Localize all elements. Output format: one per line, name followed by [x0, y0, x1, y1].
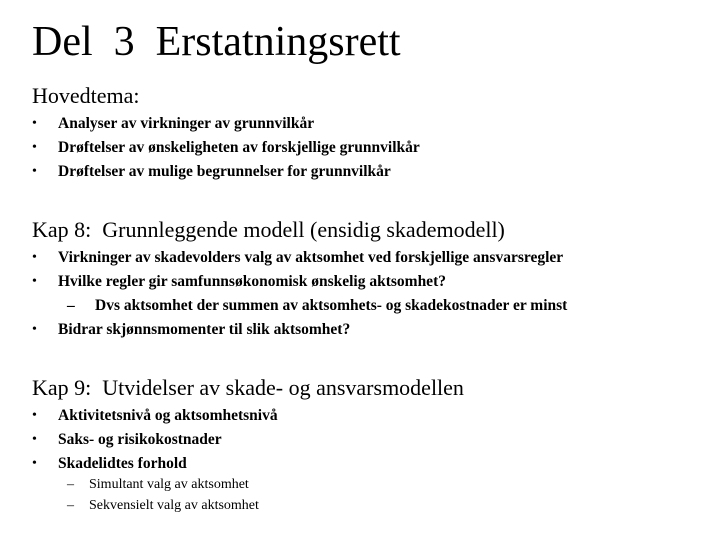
list-item: • Virkninger av skadevolders valg av aktsomhet ved forskjellige ansvarsregler	[32, 246, 567, 270]
sub-list-item: – Dvs aktsomhet der summen av aktsomhets- og skadekostnader er minst	[32, 294, 567, 318]
dash-icon: –	[67, 297, 75, 314]
list-item: • Skadelidtes forhold	[32, 452, 278, 476]
bullet-icon: •	[32, 274, 37, 289]
bullet-icon: •	[32, 116, 37, 131]
list-item: • Bidrar skjønnsmomenter til slik aktsomhet?	[32, 318, 567, 342]
bullet-icon: •	[32, 322, 37, 337]
list-item: • Saks- og risikokostnader	[32, 428, 278, 452]
bullet-icon: •	[32, 250, 37, 265]
list-item: • Drøftelser av ønskeligheten av forskjellige grunnvilkår	[32, 136, 420, 160]
section-heading-kap9: Kap 9: Utvidelser av skade- og ansvarsmodellen	[32, 375, 464, 400]
bullet-list-kap9	[32, 404, 278, 476]
slide-title: Del 3 Erstatningsrett	[32, 19, 401, 65]
section-heading-hovedtema: Hovedtema:	[32, 83, 140, 108]
bullet-list-hovedtema	[32, 112, 420, 184]
bullet-icon: •	[32, 456, 37, 471]
bullet-icon: •	[32, 432, 37, 447]
section-heading-kap8: Kap 8: Grunnleggende modell (ensidig skademodell)	[32, 217, 505, 242]
sub-list-item: – Simultant valg av aktsomhet	[67, 474, 259, 495]
list-item: • Analyser av virkninger av grunnvilkår	[32, 112, 420, 136]
bullet-icon: •	[32, 164, 37, 179]
sub-list-item: – Sekvensielt valg av aktsomhet	[67, 495, 259, 516]
list-item: • Hvilke regler gir samfunnsøkonomisk ønskelig aktsomhet?	[32, 270, 567, 294]
dash-icon: –	[67, 498, 74, 513]
sub-list-kap9	[67, 474, 259, 516]
bullet-icon: •	[32, 408, 37, 423]
bullet-icon: •	[32, 140, 37, 155]
dash-icon: –	[67, 477, 74, 492]
bullet-list-kap8	[32, 246, 567, 342]
list-item: • Drøftelser av mulige begrunnelser for grunnvilkår	[32, 160, 420, 184]
list-item: • Aktivitetsnivå og aktsomhetsnivå	[32, 404, 278, 428]
